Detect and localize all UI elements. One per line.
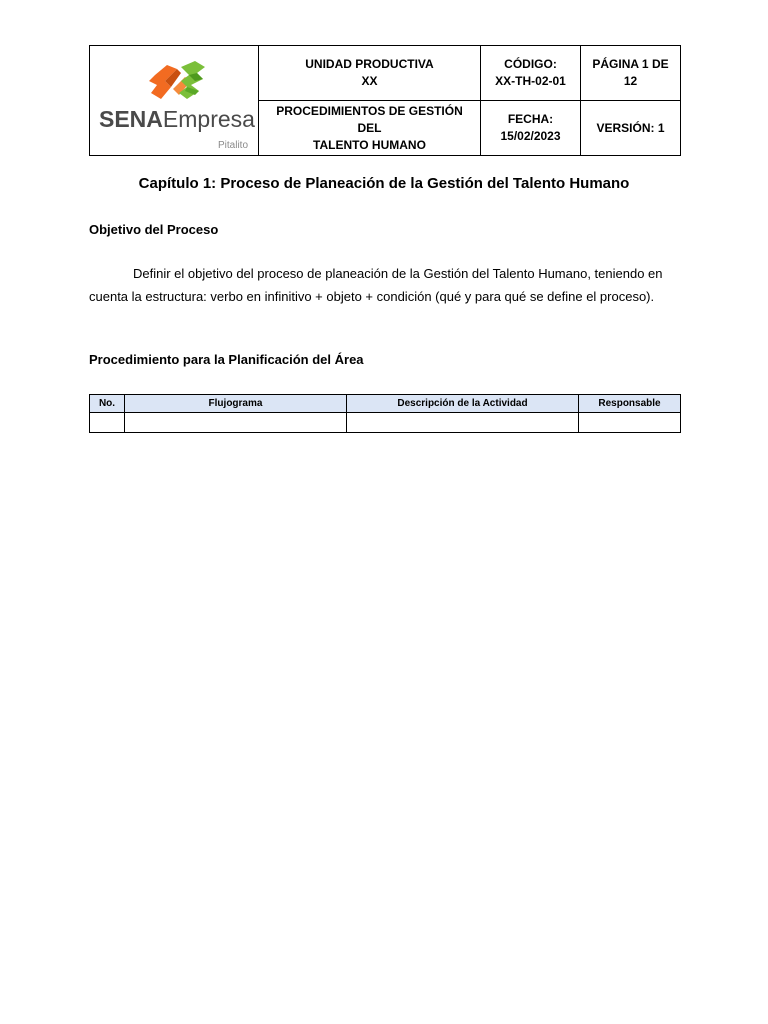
table-header-row [90, 395, 681, 413]
code-value: XX-TH-02-01 [495, 74, 566, 88]
date-value: 15/02/2023 [500, 129, 561, 143]
version-cell [581, 101, 681, 156]
unit-cell [259, 46, 481, 101]
column-header-descripcion: Descripción de la Actividad [347, 395, 579, 413]
date-label: FECHA: [507, 112, 554, 126]
procedure-heading: Procedimiento para la Planificación del Área [89, 352, 364, 367]
objective-paragraph: Definir el objetivo del proceso de planeación de la Gestión del Talento Humano, teniendo en cuenta la estructura: verbo en infinitivo + objeto + condición (qué y para qué se define el proceso). [89, 266, 663, 304]
objective-heading: Objetivo del Proceso [89, 222, 219, 237]
chapter-title: Capítulo 1: Proceso de Planeación de la Gestión del Talento Humano [138, 175, 630, 192]
procedure-line-1: PROCEDIMIENTOS DE GESTIÓN DEL [276, 103, 463, 135]
logo-brand-regular: Empresa [162, 105, 255, 132]
table-cell[interactable] [579, 413, 681, 433]
page-cell [581, 46, 681, 101]
logo-brand-bold: SENA [99, 105, 163, 132]
sena-empresa-logo [94, 51, 254, 151]
procedure-cell [259, 101, 481, 156]
page-total: 12 [623, 74, 638, 88]
date-cell [481, 101, 581, 156]
logo-wordmark [99, 105, 255, 132]
sena-logo-icon [147, 59, 209, 109]
code-label: CÓDIGO: [504, 57, 557, 71]
column-header-responsable: Responsable [579, 395, 681, 413]
table-cell[interactable] [347, 413, 579, 433]
version-label: VERSIÓN: 1 [596, 120, 665, 135]
unit-label: UNIDAD PRODUCTIVA [305, 57, 434, 71]
table-cell[interactable] [125, 413, 347, 433]
document-header [89, 45, 681, 156]
code-cell [481, 46, 581, 101]
table-cell[interactable] [90, 413, 125, 433]
column-header-no: No. [90, 395, 125, 413]
procedure-table [89, 394, 681, 433]
page-label: PÁGINA 1 DE [592, 57, 669, 71]
column-header-flujograma: Flujograma [125, 395, 347, 413]
table-row [90, 413, 681, 433]
logo-location: Pitalito [217, 139, 248, 151]
unit-value: XX [361, 74, 378, 88]
procedure-line-2: TALENTO HUMANO [313, 137, 426, 152]
logo-cell [90, 46, 259, 156]
